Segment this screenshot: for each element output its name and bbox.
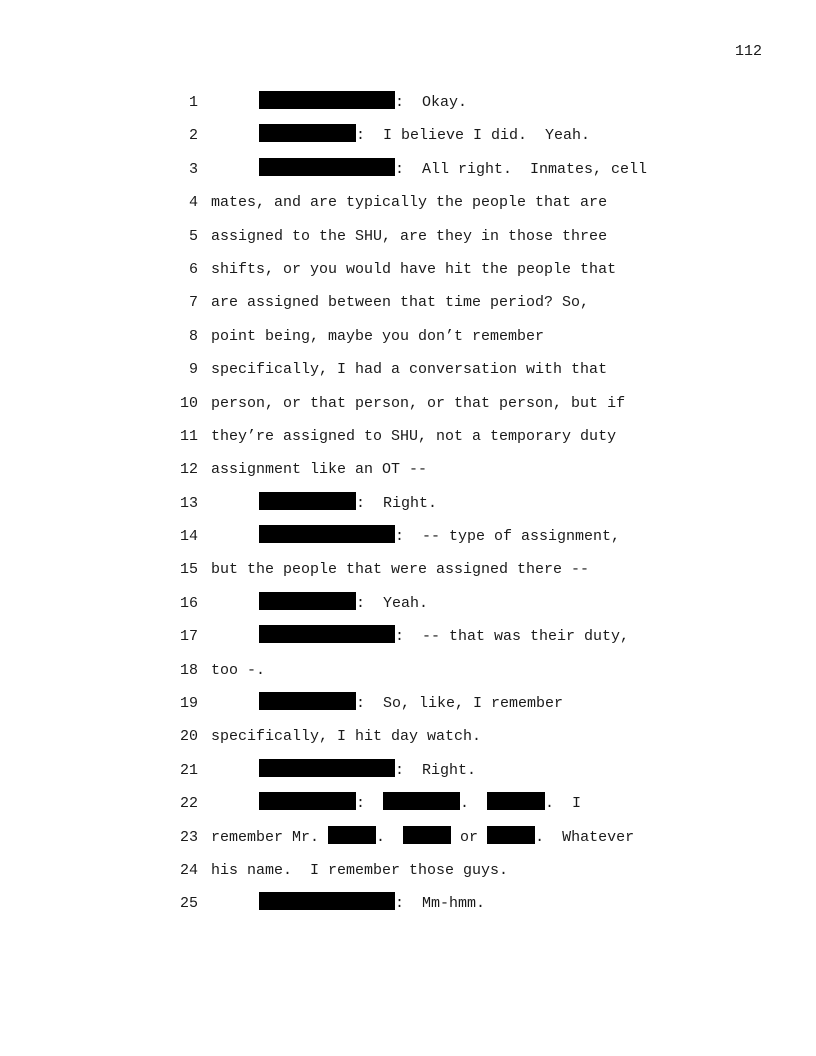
line-number: 13 bbox=[179, 494, 198, 512]
line-text bbox=[259, 792, 581, 816]
text-segment: mates, and are typically the people that are bbox=[211, 194, 608, 212]
line-text bbox=[259, 525, 620, 549]
redaction-block bbox=[259, 892, 395, 910]
line-text bbox=[259, 158, 647, 182]
line-number: 3 bbox=[188, 160, 198, 178]
line-text bbox=[211, 258, 616, 282]
transcript-line bbox=[0, 525, 816, 558]
text-segment: remember Mr. bbox=[211, 828, 329, 846]
line-text bbox=[211, 225, 607, 249]
line-text bbox=[211, 325, 544, 349]
line-number: 24 bbox=[179, 861, 198, 879]
text-segment: : So, like, I remember bbox=[356, 695, 564, 713]
line-text bbox=[211, 458, 427, 482]
redaction-block bbox=[259, 759, 395, 777]
text-segment: too -. bbox=[211, 661, 266, 679]
transcript-line bbox=[0, 225, 816, 258]
line-text bbox=[211, 659, 265, 683]
redaction-block bbox=[383, 792, 460, 810]
line-number: 1 bbox=[188, 94, 198, 111]
transcript-line bbox=[0, 124, 816, 157]
line-text bbox=[211, 826, 634, 850]
line-text bbox=[211, 558, 589, 582]
text-segment: : -- that was their duty, bbox=[395, 628, 630, 646]
line-text bbox=[211, 425, 616, 449]
text-segment: . I bbox=[545, 795, 582, 813]
text-segment: or bbox=[451, 828, 488, 846]
text-segment: specifically, I had a conversation with that bbox=[211, 361, 608, 379]
transcript-line bbox=[0, 625, 816, 658]
transcript-line bbox=[0, 258, 816, 291]
line-number: 21 bbox=[179, 761, 198, 779]
transcript-line bbox=[0, 792, 816, 825]
text-segment: specifically, I hit day watch. bbox=[211, 728, 482, 746]
line-number: 15 bbox=[179, 561, 198, 579]
line-number: 14 bbox=[179, 528, 198, 546]
redaction-block bbox=[259, 792, 356, 810]
redaction-block bbox=[259, 625, 395, 643]
page-number: 112 bbox=[734, 43, 762, 60]
line-text bbox=[211, 392, 625, 416]
transcript-line bbox=[0, 358, 816, 391]
line-text bbox=[259, 692, 563, 716]
transcript-line bbox=[0, 692, 816, 725]
text-segment: but the people that were assigned there -- bbox=[211, 561, 590, 579]
line-text bbox=[211, 291, 589, 315]
transcript-line bbox=[0, 592, 816, 625]
text-segment: : I believe I did. Yeah. bbox=[356, 127, 591, 145]
line-text bbox=[211, 358, 607, 382]
text-segment: point being, maybe you don’t remember bbox=[211, 327, 545, 345]
line-number: 20 bbox=[179, 728, 198, 746]
line-number: 17 bbox=[179, 628, 198, 646]
line-text bbox=[259, 759, 476, 783]
redaction-block bbox=[487, 792, 545, 810]
transcript-line bbox=[0, 425, 816, 458]
line-number: 6 bbox=[188, 260, 198, 278]
line-text bbox=[259, 625, 629, 649]
line-text bbox=[259, 592, 428, 616]
text-segment: : Okay. bbox=[395, 94, 468, 111]
line-text bbox=[259, 91, 467, 115]
line-number: 7 bbox=[188, 294, 198, 312]
redaction-block bbox=[259, 592, 356, 610]
line-number: 25 bbox=[179, 895, 198, 913]
text-segment: : Right. bbox=[395, 761, 477, 779]
text-segment: are assigned between that time period? So, bbox=[211, 294, 590, 312]
line-number: 11 bbox=[179, 427, 198, 445]
transcript-line bbox=[0, 458, 816, 491]
text-segment: : Mm-hmm. bbox=[395, 895, 486, 913]
transcript-line bbox=[0, 325, 816, 358]
text-segment: : -- type of assignment, bbox=[395, 528, 621, 546]
transcript-line bbox=[0, 392, 816, 425]
line-number: 10 bbox=[179, 394, 198, 412]
transcript-line bbox=[0, 558, 816, 591]
redaction-block bbox=[487, 826, 535, 844]
redaction-block bbox=[403, 826, 451, 844]
text-segment: . bbox=[376, 828, 404, 846]
redaction-block bbox=[259, 692, 356, 710]
line-number: 23 bbox=[179, 828, 198, 846]
line-number: 5 bbox=[188, 227, 198, 245]
transcript-line bbox=[0, 659, 816, 692]
redaction-block bbox=[328, 826, 376, 844]
redaction-block bbox=[259, 124, 356, 142]
line-number: 9 bbox=[188, 361, 198, 379]
redaction-block bbox=[259, 492, 356, 510]
line-number: 19 bbox=[179, 695, 198, 713]
text-segment: shifts, or you would have hit the people that bbox=[211, 260, 617, 278]
line-number: 18 bbox=[179, 661, 198, 679]
line-text bbox=[211, 725, 481, 749]
transcript-body bbox=[0, 91, 816, 926]
text-segment: : Yeah. bbox=[356, 594, 429, 612]
text-segment: . Whatever bbox=[535, 828, 635, 846]
line-number: 22 bbox=[179, 795, 198, 813]
transcript-line bbox=[0, 759, 816, 792]
transcript-line bbox=[0, 91, 816, 124]
line-number: 8 bbox=[188, 327, 198, 345]
line-text bbox=[211, 859, 508, 883]
text-segment: : bbox=[356, 795, 384, 813]
redaction-block bbox=[259, 158, 395, 176]
redaction-block bbox=[259, 525, 395, 543]
text-segment: his name. I remember those guys. bbox=[211, 861, 509, 879]
text-segment: : All right. Inmates, cell bbox=[395, 160, 648, 178]
transcript-line bbox=[0, 158, 816, 191]
text-segment: : Right. bbox=[356, 494, 438, 512]
line-number: 4 bbox=[188, 194, 198, 212]
transcript-line bbox=[0, 725, 816, 758]
line-number: 16 bbox=[179, 594, 198, 612]
redaction-block bbox=[259, 91, 395, 109]
line-text bbox=[259, 492, 437, 516]
transcript-line bbox=[0, 859, 816, 892]
transcript-line bbox=[0, 291, 816, 324]
transcript-line bbox=[0, 826, 816, 859]
text-segment: assigned to the SHU, are they in those three bbox=[211, 227, 608, 245]
line-text bbox=[259, 892, 485, 916]
transcript-line bbox=[0, 191, 816, 224]
line-text bbox=[211, 191, 607, 215]
text-segment: person, or that person, or that person, but if bbox=[211, 394, 626, 412]
transcript-line bbox=[0, 492, 816, 525]
line-text bbox=[259, 124, 590, 148]
transcript-line bbox=[0, 892, 816, 925]
text-segment: . bbox=[460, 795, 488, 813]
text-segment: assignment like an OT -- bbox=[211, 461, 428, 479]
line-number: 12 bbox=[179, 461, 198, 479]
text-segment: they’re assigned to SHU, not a temporary duty bbox=[211, 427, 617, 445]
line-number: 2 bbox=[188, 127, 198, 145]
